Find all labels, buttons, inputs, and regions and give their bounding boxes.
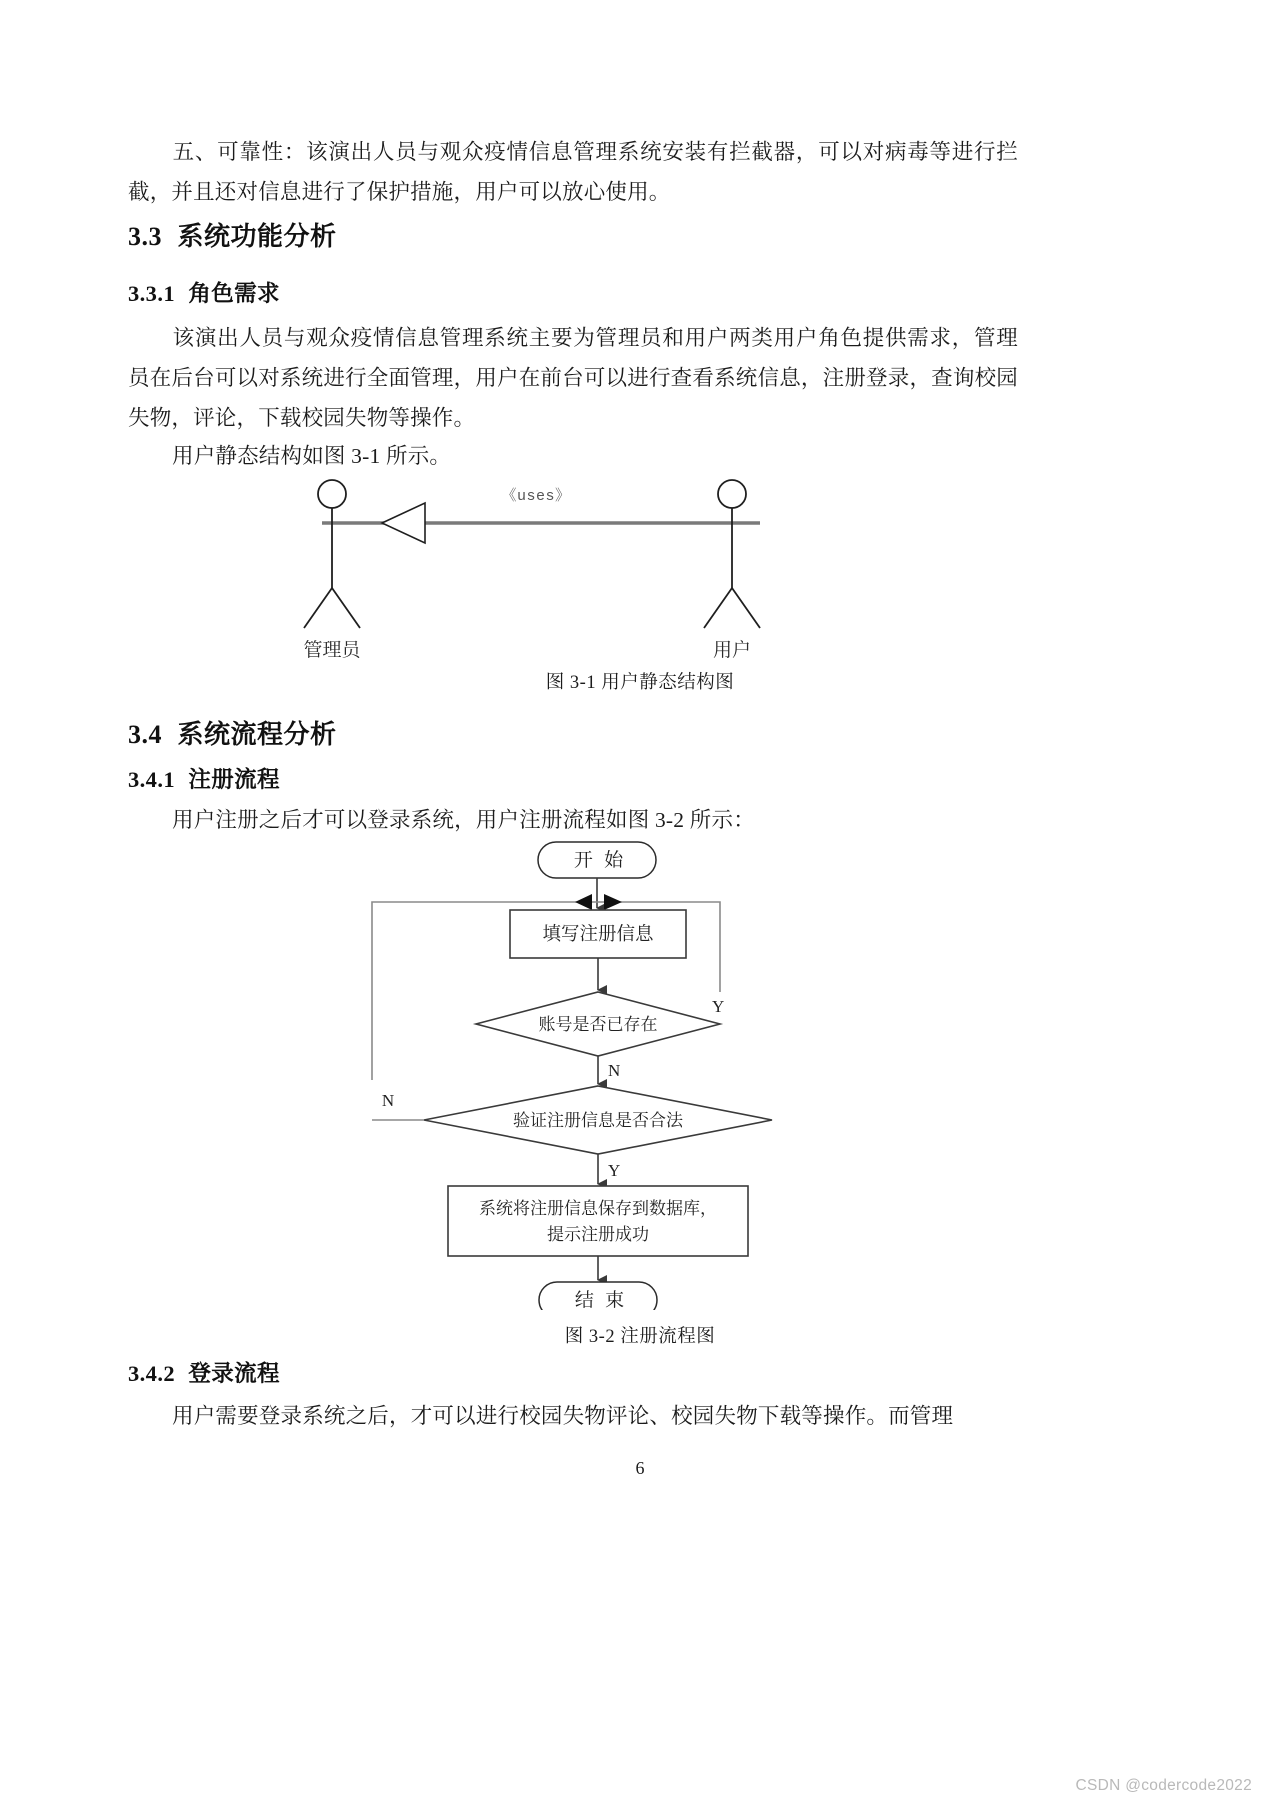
heading-3-3-1 bbox=[128, 276, 280, 308]
flow-decide1-no-label: N bbox=[608, 1061, 621, 1080]
figure-3-1-caption: 图 3-1 用户静态结构图 bbox=[545, 673, 735, 693]
heading-3-3-number: 3.3 bbox=[128, 222, 162, 251]
paragraph-register-flow-ref-text: 用户注册之后才可以登录系统，用户注册流程如图 3-2 所示： bbox=[172, 808, 755, 832]
uml-actor-admin-label: 管理员 bbox=[303, 640, 361, 658]
figure-3-1-uml-diagram bbox=[270, 478, 810, 663]
page-number: 6 bbox=[635, 1458, 645, 1478]
actor-head-icon bbox=[718, 480, 746, 508]
flow-node-save-info bbox=[448, 1186, 748, 1256]
heading-3-4-title: 系统流程分析 bbox=[177, 719, 337, 749]
flow-decide2-label: 验证注册信息是否合法 bbox=[513, 1111, 683, 1130]
actor-leg-left bbox=[304, 588, 332, 628]
flow-node-decide-info-valid bbox=[424, 1086, 772, 1154]
actor-head-icon bbox=[318, 480, 346, 508]
paragraph-role-requirement bbox=[128, 318, 1018, 438]
actor-leg-right bbox=[332, 588, 360, 628]
flow-node-decide-account-exists bbox=[476, 992, 720, 1056]
heading-3-4-2-number: 3.4.2 bbox=[128, 1361, 175, 1386]
figure-3-2-caption: 图 3-2 注册流程图 bbox=[564, 1327, 716, 1347]
uml-uses-stereotype-label: 《uses》 bbox=[501, 488, 571, 505]
heading-3-3-1-title: 角色需求 bbox=[188, 281, 280, 306]
flow-node-fill-info bbox=[510, 910, 686, 958]
heading-3-4-1 bbox=[128, 762, 280, 794]
flow-save-label-line1: 系统将注册信息保存到数据库， bbox=[479, 1199, 717, 1218]
flow-node-end bbox=[539, 1282, 657, 1310]
heading-3-4-1-number: 3.4.1 bbox=[128, 767, 175, 792]
uml-generalization-arrowhead bbox=[382, 503, 425, 543]
heading-3-4 bbox=[128, 714, 336, 751]
heading-3-3-1-number: 3.3.1 bbox=[128, 281, 175, 306]
heading-3-3-title: 系统功能分析 bbox=[177, 221, 337, 251]
flow-junction-arrow-left bbox=[575, 894, 592, 910]
paragraph-static-structure-ref-text: 用户静态结构如图 3-1 所示。 bbox=[172, 444, 452, 468]
heading-3-4-number: 3.4 bbox=[128, 720, 162, 749]
heading-3-4-2-title: 登录流程 bbox=[188, 1361, 280, 1386]
flow-node-start bbox=[538, 842, 656, 878]
heading-3-4-2 bbox=[128, 1356, 280, 1388]
figure-3-2-flowchart bbox=[360, 840, 830, 1315]
csdn-watermark: CSDN @codercode2022 bbox=[1075, 1777, 1252, 1794]
uml-actor-user-label: 用户 bbox=[712, 640, 752, 658]
paragraph-role-requirement-text: 该演出人员与观众疫情信息管理系统主要为管理员和用户两类用户角色提供需求，管理员在后台可以对系统进行全面管理，用户在前台可以进行查看系统信息，注册登录，查询校园失物，评论，下载校园失物等操作。 bbox=[128, 326, 1018, 430]
paragraph-login-flow-ref-text: 用户需要登录系统之后，才可以进行校园失物评论、校园失物下载等操作。而管理 bbox=[172, 1404, 954, 1428]
flow-junction-arrow-right bbox=[604, 894, 622, 910]
flow-decide2-yes-label: Y bbox=[608, 1161, 621, 1180]
uml-actor-user bbox=[704, 480, 760, 658]
heading-3-3 bbox=[128, 216, 336, 253]
paragraph-static-structure-ref bbox=[128, 436, 1018, 476]
paragraph-register-flow-ref bbox=[128, 800, 1018, 840]
flow-save-label-line2: 提示注册成功 bbox=[547, 1225, 649, 1244]
flow-end-label: 结 束 bbox=[574, 1290, 628, 1310]
actor-leg-right bbox=[732, 588, 760, 628]
paragraph-reliability bbox=[128, 132, 1018, 212]
paragraph-reliability-text: 五、可靠性：该演出人员与观众疫情信息管理系统安装有拦截器，可以对病毒等进行拦截，并且还对信息进行了保护措施，用户可以放心使用。 bbox=[128, 140, 1018, 204]
flow-fill-info-label: 填写注册信息 bbox=[542, 923, 654, 944]
heading-3-4-1-title: 注册流程 bbox=[188, 767, 280, 792]
flow-save-shape bbox=[448, 1186, 748, 1256]
flow-start-label: 开 始 bbox=[573, 850, 627, 871]
uml-actor-admin bbox=[303, 480, 362, 658]
flow-decide2-no-label: N bbox=[381, 1091, 395, 1110]
flow-decide1-yes-label: Y bbox=[712, 997, 725, 1016]
flow-decide1-label: 账号是否已存在 bbox=[538, 1015, 658, 1034]
paragraph-login-flow-ref bbox=[128, 1396, 1018, 1436]
actor-leg-left bbox=[704, 588, 732, 628]
